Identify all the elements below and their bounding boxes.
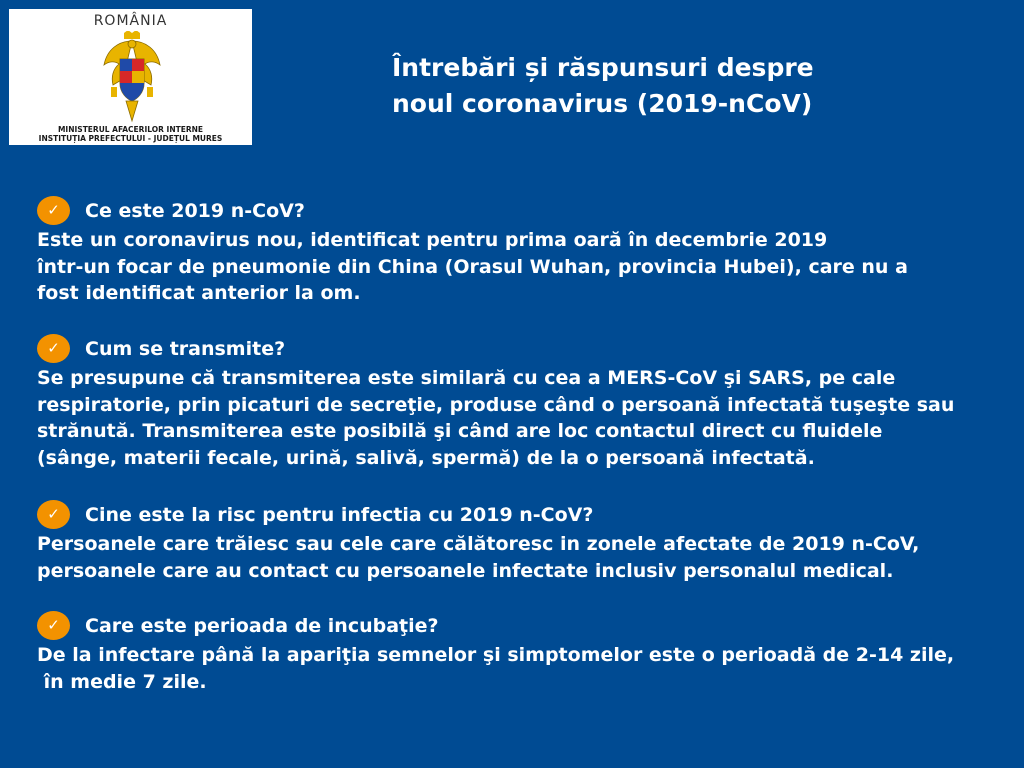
answer-line: (sânge, materii fecale, urină, salivă, spermă) de la o persoană infectată.	[37, 446, 815, 469]
logo-ministry-line2: INSTITUȚIA PREFECTULUI - JUDEȚUL MURES	[38, 134, 223, 143]
question-row	[37, 196, 1022, 227]
qa-item-incubation	[37, 611, 1022, 695]
logo-ministry-line1: MINISTERUL AFACERILOR INTERNE	[57, 125, 204, 134]
question-text: Cine este la risc pentru infectia cu 2019 n-CoV?	[85, 504, 594, 526]
ministry-logo	[9, 9, 252, 145]
qa-item-risk	[37, 500, 1022, 584]
answer-line: De la infectare până la apariţia semnelor şi simptomelor este o perioadă de 2-14 zile,	[37, 644, 955, 666]
check-icon: ✓	[37, 500, 70, 529]
answer-line: strănută. Transmiterea este posibilă şi când are loc contactul direct cu fluidele	[37, 420, 883, 442]
check-icon: ✓	[37, 334, 70, 363]
question-row	[37, 500, 1022, 531]
page-title-line1: Întrebări și răspunsuri despre	[392, 53, 814, 82]
answer-line: Persoanele care trăiesc sau cele care călătoresc in zonele afectate de 2019 n-CoV,	[37, 533, 920, 555]
answer-line: într-un focar de pneumonie din China (Orasul Wuhan, provincia Hubei), care nu a	[37, 255, 908, 278]
coat-of-arms-icon	[101, 31, 163, 125]
answer-line: Este un coronavirus nou, identificat pentru prima oară în decembrie 2019	[37, 229, 828, 251]
qa-item-what-is	[37, 196, 1022, 307]
answer-line: persoanele care au contact cu persoanele infectate inclusiv personalul medical.	[37, 559, 894, 582]
logo-ministry-text	[9, 125, 252, 143]
answer-text	[37, 227, 1022, 307]
logo-country-name: ROMÂNIA	[93, 13, 168, 29]
page-title-line2: noul coronavirus (2019-nCoV)	[392, 89, 813, 118]
answer-text	[37, 365, 1022, 471]
page-title	[392, 50, 912, 122]
question-row	[37, 611, 1022, 642]
check-icon: ✓	[37, 196, 70, 225]
answer-line: în medie 7 zile.	[37, 670, 207, 693]
answer-line: Se presupune că transmiterea este similară cu cea a MERS-CoV şi SARS, pe cale	[37, 367, 896, 389]
answer-text	[37, 531, 1022, 584]
qa-item-transmission	[37, 334, 1022, 471]
question-text: Care este perioada de incubaţie?	[85, 615, 439, 637]
answer-line: respiratorie, prin picaturi de secreţie, produse când o persoană infectată tuşeşte sau	[37, 393, 955, 416]
answer-line: fost identificat anterior la om.	[37, 282, 361, 304]
question-text: Ce este 2019 n-CoV?	[85, 200, 305, 222]
question-row	[37, 334, 1022, 365]
check-icon: ✓	[37, 611, 70, 640]
question-text: Cum se transmite?	[85, 338, 286, 360]
answer-text	[37, 642, 1022, 695]
